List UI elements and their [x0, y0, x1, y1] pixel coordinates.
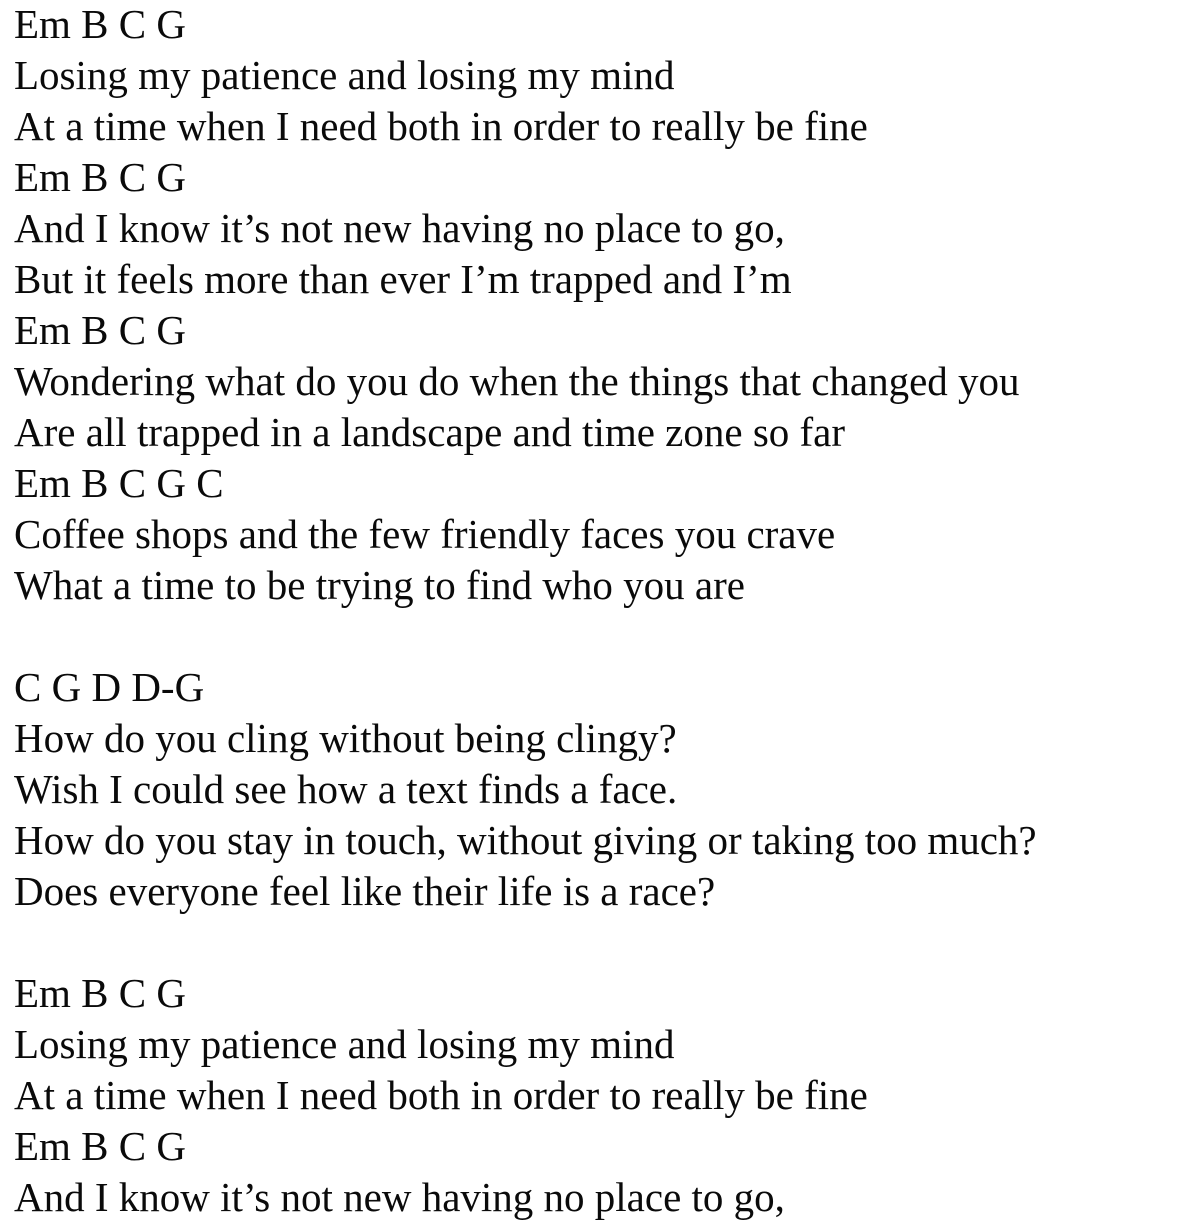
chord-line: C G D D-G: [14, 664, 205, 710]
chord-line: Em B C G: [14, 1123, 186, 1169]
lyric-line: Wish I could see how a text finds a face.: [14, 766, 678, 812]
lyric-line: Does everyone feel like their life is a race?: [14, 868, 716, 914]
lyric-line: And I know it’s not new having no place to go,: [14, 1174, 785, 1220]
lyric-line: Coffee shops and the few friendly faces you crave: [14, 511, 836, 557]
lyric-line: At a time when I need both in order to really be fine: [14, 1072, 868, 1118]
chord-line: Em B C G: [14, 1, 186, 47]
chord-line: Em B C G: [14, 970, 186, 1016]
lyric-line: Are all trapped in a landscape and time zone so far: [14, 409, 846, 455]
chord-line: Em B C G C: [14, 460, 224, 506]
lyric-line: What a time to be trying to find who you are: [14, 562, 745, 608]
lyric-line: Wondering what do you do when the things that changed you: [14, 358, 1020, 404]
lyric-line: And I know it’s not new having no place to go,: [14, 205, 785, 251]
lyric-line: Losing my patience and losing my mind: [14, 1021, 675, 1067]
song-sheet: [14, 0, 1189, 1223]
lyric-line: At a time when I need both in order to really be fine: [14, 103, 868, 149]
lyric-line: How do you stay in touch, without giving or taking too much?: [14, 817, 1037, 863]
lyric-line: How do you cling without being clingy?: [14, 715, 677, 761]
blank-line: [14, 611, 1189, 662]
chord-line: Em B C G: [14, 154, 186, 200]
lyric-line: Losing my patience and losing my mind: [14, 52, 675, 98]
lyric-line: But it feels more than ever I’m trapped and I’m: [14, 256, 792, 302]
chord-line: Em B C G: [14, 307, 186, 353]
blank-line: [14, 917, 1189, 968]
